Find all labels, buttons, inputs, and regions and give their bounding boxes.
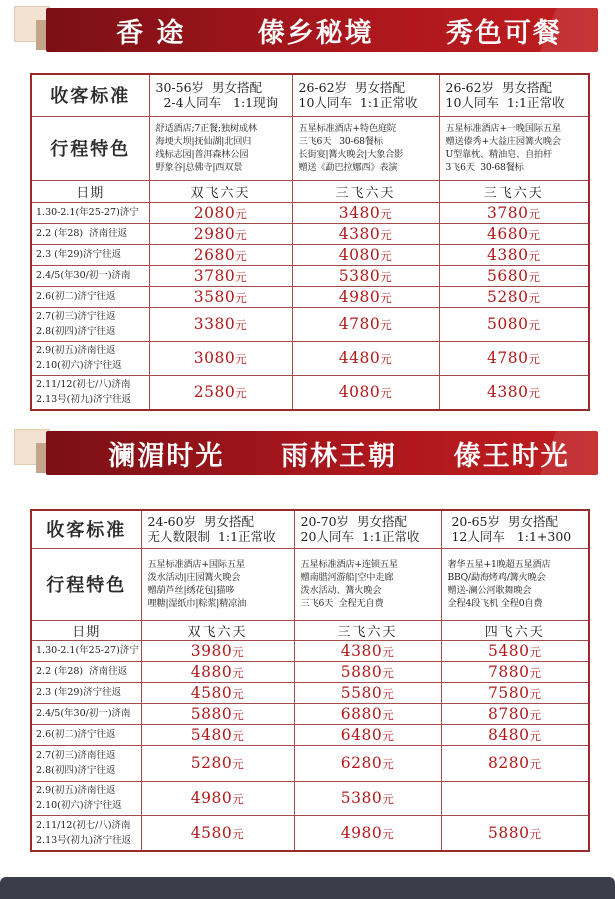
standard-cell: 26-62岁 男女搭配 10人同车 1:1正常收 (439, 74, 589, 116)
price-cell: 3780元 (439, 202, 589, 223)
features-cell: 五星标准酒店+一晚国际五星 赠送傣秀+大益庄园篝火晚会 U型靠枕、精油皂、自拍杆 3飞6天 30-68餐标 (439, 116, 589, 180)
banner-title-2: 傣乡秘境 (257, 17, 374, 49)
duration-row (31, 620, 589, 640)
price-row (31, 341, 589, 375)
price-cell: 5880元 (141, 703, 294, 724)
price-row (31, 781, 589, 815)
section1-banner (0, 2, 615, 56)
date-header: 日期 (31, 620, 141, 640)
features-cell: 舒适酒店;7正餐;独树成林 海埂大坝|抚仙湖|北回归 线标志园|普洱森林公园 野象谷|总佛寺|西双景 (149, 116, 292, 180)
standard-cell: 26-62岁 男女搭配 10人同车 1:1正常收 (292, 74, 439, 116)
price-cell: 4780元 (439, 341, 589, 375)
price-cell: 5280元 (141, 745, 294, 781)
price-cell: 3580元 (149, 286, 292, 307)
duration-cell: 三飞六天 (294, 620, 441, 640)
price-cell: 4380元 (294, 640, 441, 661)
price-cell: 4380元 (439, 244, 589, 265)
footer-bar (0, 877, 615, 899)
price-cell: 5380元 (292, 265, 439, 286)
standard-row (31, 510, 589, 548)
price-cell-empty (441, 781, 589, 815)
price-cell: 8480元 (441, 724, 589, 745)
price-cell: 5580元 (294, 682, 441, 703)
price-cell: 6280元 (294, 745, 441, 781)
features-row (31, 116, 589, 180)
price-row (31, 815, 589, 851)
features-row (31, 548, 589, 620)
price-row (31, 682, 589, 703)
price-row (31, 244, 589, 265)
date-cell: 1.30-2.1(年25-27)济宁 (31, 640, 141, 661)
features-label: 行程特色 (31, 548, 141, 620)
standard-label: 收客标准 (31, 510, 141, 548)
price-cell: 5380元 (294, 781, 441, 815)
date-cell: 2.7(初三)济南往返 2.8(初四)济宁往返 (31, 745, 141, 781)
price-cell: 3980元 (141, 640, 294, 661)
section2-banner (0, 425, 615, 479)
price-cell: 2680元 (149, 244, 292, 265)
price-cell: 4080元 (292, 375, 439, 410)
price-cell: 8780元 (441, 703, 589, 724)
features-cell: 五星标准酒店+国际五星 泼水活动|庄园篝火晚会 赠葫芦丝|绣花包|猫哆 哩糖|湿纸巾|粽浆|精凉油 (141, 548, 294, 620)
date-cell: 2.3 (年29)济宁往返 (31, 682, 141, 703)
date-header: 日期 (31, 180, 149, 202)
price-row (31, 265, 589, 286)
price-row (31, 223, 589, 244)
section1-price-table (30, 73, 590, 411)
price-cell: 3380元 (149, 307, 292, 341)
price-cell: 2580元 (149, 375, 292, 410)
price-row (31, 375, 589, 410)
price-cell: 6480元 (294, 724, 441, 745)
banner-title-2: 雨林王朝 (280, 440, 397, 472)
price-row (31, 286, 589, 307)
price-row (31, 661, 589, 682)
date-cell: 2.4/5(年30/初一)济南 (31, 265, 149, 286)
price-cell: 4480元 (292, 341, 439, 375)
banner-title-1: 香 途 (116, 17, 186, 49)
duration-cell: 双飞六天 (141, 620, 294, 640)
price-cell: 3780元 (149, 265, 292, 286)
price-row (31, 307, 589, 341)
date-cell: 1.30-2.1(年25-27)济宁 (31, 202, 149, 223)
price-row (31, 745, 589, 781)
standard-row (31, 74, 589, 116)
duration-cell: 双飞六天 (149, 180, 292, 202)
price-cell: 4380元 (292, 223, 439, 244)
standard-cell: 30-56岁 男女搭配 2-4人同车 1:1现询 (149, 74, 292, 116)
price-row (31, 640, 589, 661)
price-cell: 4980元 (141, 781, 294, 815)
price-cell: 4580元 (141, 815, 294, 851)
standard-cell: 20-65岁 男女搭配 12人同车 1:1+300 (441, 510, 589, 548)
section2-price-table (30, 509, 590, 852)
price-cell: 4680元 (439, 223, 589, 244)
standard-label: 收客标准 (31, 74, 149, 116)
price-cell: 5480元 (441, 640, 589, 661)
date-cell: 2.2 (年28) 济南往返 (31, 223, 149, 244)
date-cell: 2.11/12(初七/八)济南 2.13号(初九)济宁往返 (31, 815, 141, 851)
price-cell: 7580元 (441, 682, 589, 703)
standard-cell: 24-60岁 男女搭配 无人数限制 1:1正常收 (141, 510, 294, 548)
price-cell: 7880元 (441, 661, 589, 682)
price-cell: 6880元 (294, 703, 441, 724)
price-cell: 4980元 (294, 815, 441, 851)
price-cell: 2080元 (149, 202, 292, 223)
banner-title-3: 秀色可餐 (445, 17, 562, 49)
duration-cell: 三飞六天 (439, 180, 589, 202)
price-cell: 5080元 (439, 307, 589, 341)
price-cell: 5480元 (141, 724, 294, 745)
banner-title-1: 澜湄时光 (108, 440, 225, 472)
date-cell: 2.3 (年29)济宁往返 (31, 244, 149, 265)
price-cell: 5280元 (439, 286, 589, 307)
standard-cell: 20-70岁 男女搭配 20人同车 1:1正常收 (294, 510, 441, 548)
price-cell: 3080元 (149, 341, 292, 375)
price-cell: 5880元 (294, 661, 441, 682)
date-cell: 2.4/5(年30/初一)济南 (31, 703, 141, 724)
price-cell: 4380元 (439, 375, 589, 410)
features-cell: 五星标准酒店+特色庭院 三飞6天 30-68餐标 长街宴|篝火晚会|大象合影 赠送《勐巴拉娜西》表演 (292, 116, 439, 180)
price-cell: 4980元 (292, 286, 439, 307)
date-cell: 2.9(初五)济南往返 2.10(初六)济宁往返 (31, 781, 141, 815)
date-cell: 2.9(初五)济南往返 2.10(初六)济宁往返 (31, 341, 149, 375)
features-label: 行程特色 (31, 116, 149, 180)
price-cell: 5880元 (441, 815, 589, 851)
price-cell: 5680元 (439, 265, 589, 286)
date-cell: 2.11/12(初七/八)济南 2.13号(初九)济宁往返 (31, 375, 149, 410)
price-cell: 4780元 (292, 307, 439, 341)
price-cell: 8280元 (441, 745, 589, 781)
price-cell: 4080元 (292, 244, 439, 265)
date-cell: 2.7(初三)济宁往返 2.8(初四)济宁往返 (31, 307, 149, 341)
date-cell: 2.6(初二)济宁往返 (31, 724, 141, 745)
date-cell: 2.6(初二)济宁往返 (31, 286, 149, 307)
date-cell: 2.2 (年28) 济南往返 (31, 661, 141, 682)
duration-cell: 四飞六天 (441, 620, 589, 640)
price-cell: 4580元 (141, 682, 294, 703)
banner-title-3: 傣王时光 (453, 440, 570, 472)
price-cell: 3480元 (292, 202, 439, 223)
price-cell: 2980元 (149, 223, 292, 244)
price-row (31, 703, 589, 724)
price-cell: 4880元 (141, 661, 294, 682)
features-cell: 五星标准酒店+连锁五星 赠南腊河游船|空中走廊 泼水活动、篝火晚会 三飞6天 全程无自费 (294, 548, 441, 620)
duration-row (31, 180, 589, 202)
price-row (31, 202, 589, 223)
price-row (31, 724, 589, 745)
duration-cell: 三飞六天 (292, 180, 439, 202)
features-cell: 奢华五星+1晚超五星酒店 BBQ/勐海烤鸡/篝火晚会 赠送-澜公河歌舞晚会 全程4段飞机 全程0自费 (441, 548, 589, 620)
